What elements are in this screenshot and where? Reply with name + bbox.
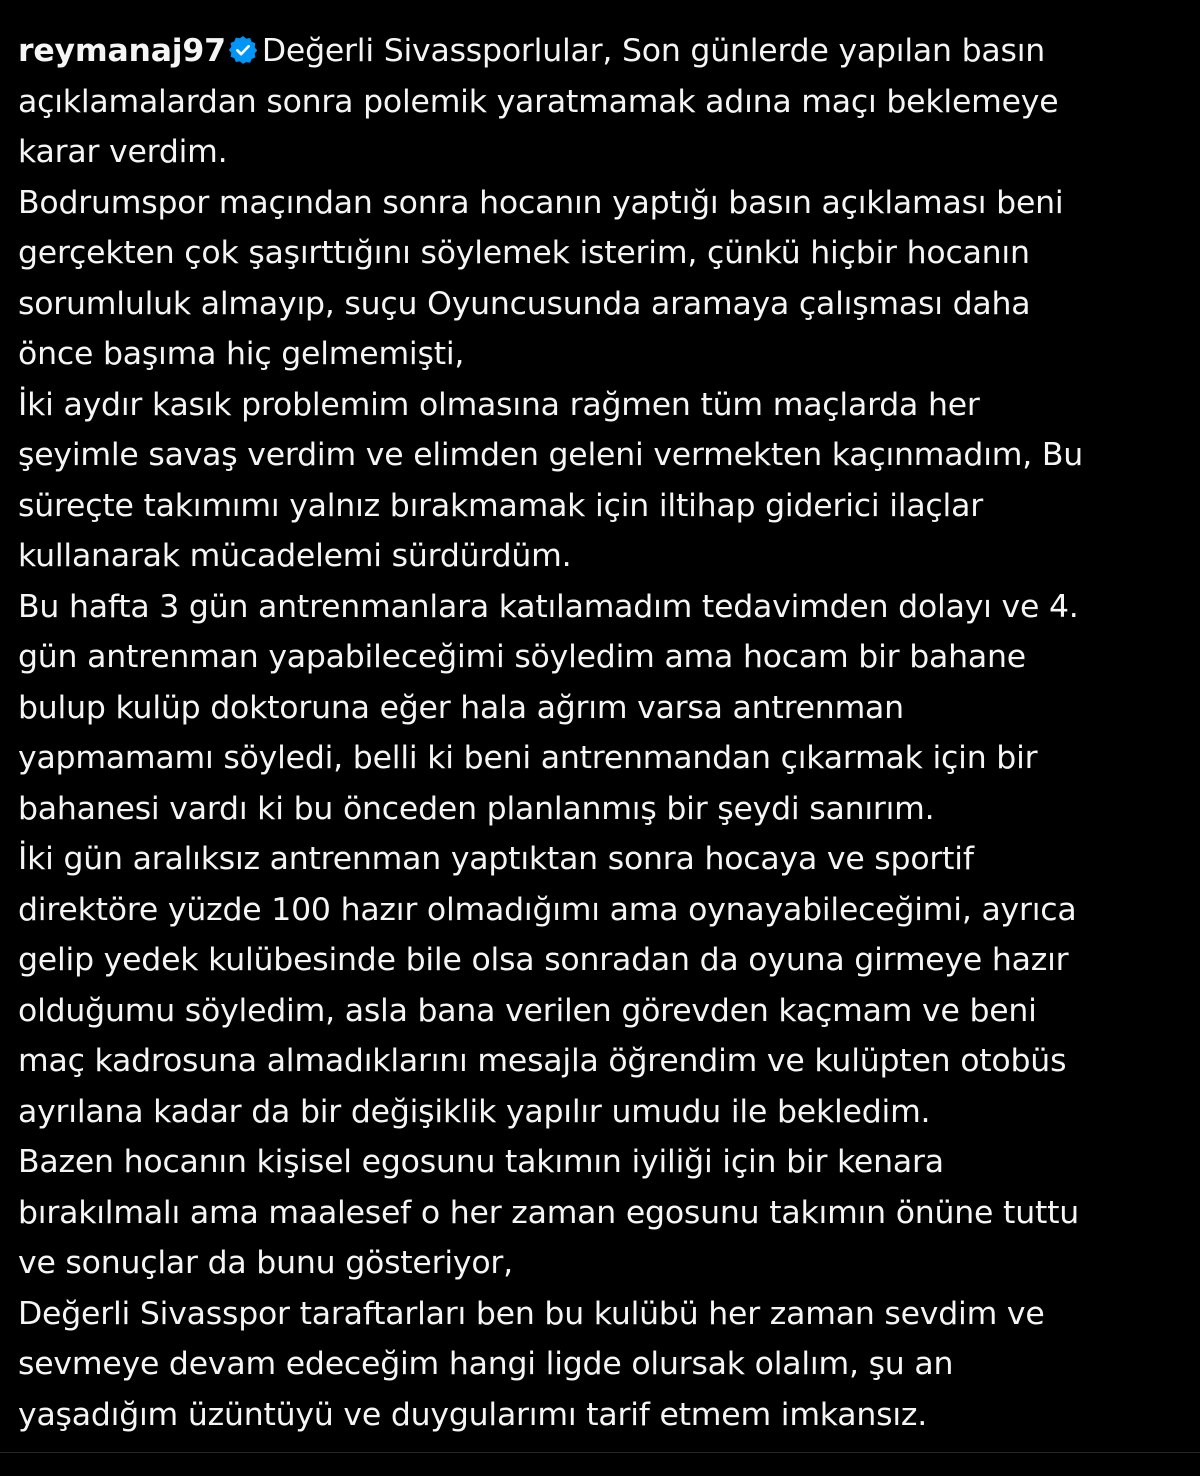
caption-line: İki gün aralıksız antrenman yaptıktan sonra hocaya ve sportif [18,841,974,877]
caption-line: bırakılmalı ama maalesef o her zaman egosunu takımın önüne tuttu [18,1194,1080,1231]
caption-line: açıklamalardan sonra polemik yaratmamak adına maçı beklemeye [18,83,1059,120]
username-link[interactable]: reymanaj97 [18,33,226,69]
caption-line: direktöre yüzde 100 hazır olmadığımı ama oynayabileceğimi, ayrıca [18,891,1077,928]
caption-line: yaşadığım üzüntüyü ve duygularımı tarif etmem imkansız. [18,1396,928,1433]
caption-line: şeyimle savaş verdim ve elimden geleni vermekten kaçınmadım, Bu [18,437,1084,473]
caption-line: Bazen hocanın kişisel egosunu takımın iyiliği için bir kenara [18,1144,944,1180]
post-caption [18,26,1188,1440]
caption-line: önce başıma hiç gelmemişti, [18,336,465,372]
caption-line: İki aydır kasık problemim olmasına rağmen tüm maçlarda her [18,386,980,423]
caption-line: gün antrenman yapabileceğimi söyledim ama hocam bir bahane [18,639,1026,675]
verified-badge-icon [228,35,258,65]
caption-line: Bodrumspor maçından sonra hocanın yaptığı basın açıklaması beni [18,184,1064,221]
caption-line: ve sonuçlar da bunu gösteriyor, [18,1245,513,1281]
caption-line: gerçekten çok şaşırttığını söylemek isterim, çünkü hiçbir hocanın [18,235,1030,271]
caption-line: sorumluluk almayıp, suçu Oyuncusunda aramaya çalışması daha [18,285,1031,322]
caption-line: bulup kulüp doktoruna eğer hala ağrım varsa antrenman [18,689,904,726]
caption-line: sevmeye devam edeceğim hangi ligde olursak olalım, şu an [18,1346,954,1382]
bottom-divider [0,1452,1200,1453]
caption-line: karar verdim. [18,134,228,170]
caption-line: bahanesi vardı ki bu önceden planlanmış bir şeydi sanırım. [18,790,935,827]
caption-line: ayrılana kadar da bir değişiklik yapılır umudu ile bekledim. [18,1093,931,1130]
caption-line: kullanarak mücadelemi sürdürdüm. [18,538,572,574]
caption-line: Bu hafta 3 gün antrenmanlara katılamadım tedavimden dolayı ve 4. [18,588,1079,625]
caption-line: yapmamamı söyledi, belli ki beni antrenmandan çıkarmak için bir [18,740,1038,776]
caption-line: süreçte takımımı yalnız bırakmamak için iltihap giderici ilaçlar [18,487,983,524]
caption-line: maç kadrosuna almadıklarını mesajla öğrendim ve kulüpten otobüs [18,1043,1067,1079]
caption-line: olduğumu söyledim, asla bana verilen görevden kaçmam ve beni [18,992,1037,1029]
caption-line: Değerli Sivasspor taraftarları ben bu kulübü her zaman sevdim ve [18,1295,1045,1332]
caption-line: gelip yedek kulübesinde bile olsa sonradan da oyuna girmeye hazır [18,942,1069,978]
caption-text: Değerli Sivassporlular, Son günlerde yapılan basın [261,33,1046,69]
caption-line [18,26,1188,77]
